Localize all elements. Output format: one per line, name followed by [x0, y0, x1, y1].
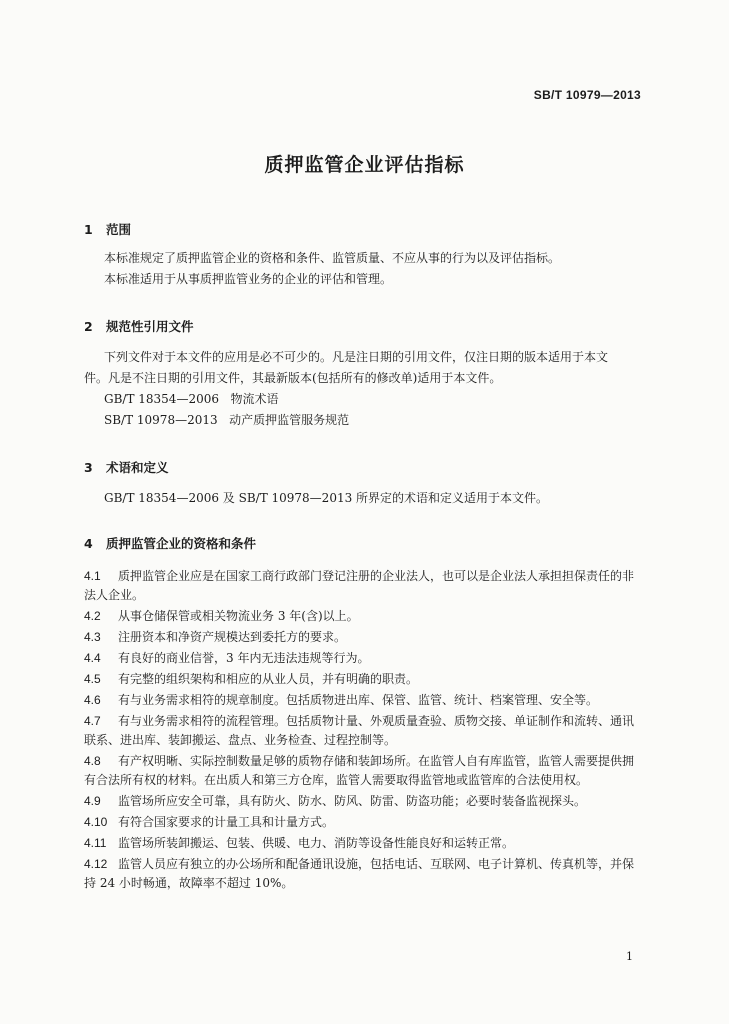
reference-code: SB/T 10978—2013 [104, 413, 218, 427]
clause-text: 监管场所应安全可靠，具有防火、防水、防风、防雷、防盗功能；必要时装备监视探头。 [118, 794, 587, 808]
clause-number: 4.10 [84, 815, 108, 829]
section-heading-1 [84, 220, 131, 238]
document-id: SB/T 10979—2013 [533, 88, 641, 102]
clause [84, 855, 645, 893]
section-heading-3 [84, 458, 169, 476]
page-number: 1 [626, 950, 633, 963]
clause-text: 监管场所装卸搬运、包装、供暖、电力、消防等设备性能良好和运转正常。 [118, 836, 515, 850]
paragraph: 本标准规定了质押监管企业的资格和条件、监管质量、不应从事的行为以及评估指标。 [104, 251, 561, 265]
clause-text: 有产权明晰、实际控制数量足够的质物存储和装卸场所。在监管人自有库监管，监管人需要提供拥有合法所有权的材料。在出质人和第三方仓库，监管人需要取得监管地或监管库的合法使用权。 [84, 754, 635, 787]
clause [84, 628, 645, 647]
reference-item [104, 390, 278, 408]
section-title: 术语和定义 [106, 460, 169, 475]
clause [84, 792, 645, 811]
section-number: 3 [84, 460, 93, 475]
clause-text: 质押监管企业应是在国家工商行政部门登记注册的企业法人，也可以是企业法人承担担保责任的非法人企业。 [84, 569, 635, 602]
section-heading-4 [84, 534, 256, 552]
reference-item [104, 411, 349, 429]
clause-text: 有符合国家要求的计量工具和计量方式。 [118, 815, 335, 829]
clause [84, 813, 645, 832]
clause-number: 4.8 [84, 754, 101, 768]
paragraph: 件。凡是不注日期的引用文件，其最新版本(包括所有的修改单)适用于本文件。 [84, 371, 502, 385]
clause [84, 607, 645, 626]
clause-number: 4.5 [84, 672, 101, 686]
clause [84, 691, 645, 710]
section-number: 4 [84, 536, 93, 551]
clause [84, 834, 645, 853]
clause-number: 4.3 [84, 630, 101, 644]
clause [84, 752, 645, 790]
clause-text: 有与业务需求相符的规章制度。包括质物进出库、保管、监管、统计、档案管理、安全等。 [118, 693, 599, 707]
clause [84, 649, 645, 668]
clause [84, 712, 645, 750]
clause [84, 567, 645, 605]
clause-text: 有完整的组织架构和相应的从业人员，并有明确的职责。 [118, 672, 419, 686]
section-heading-2 [84, 317, 194, 335]
section-title: 范围 [106, 222, 132, 237]
clause-number: 4.2 [84, 609, 101, 623]
paragraph: 本标准适用于从事质押监管业务的企业的评估和管理。 [104, 272, 393, 286]
reference-code: GB/T 18354—2006 [104, 392, 219, 406]
clause-number: 4.1 [84, 569, 101, 583]
clause-text: 从事仓储保管或相关物流业务 3 年(含)以上。 [118, 609, 359, 623]
section-number: 2 [84, 319, 93, 334]
clause-text: 注册资本和净资产规模达到委托方的要求。 [118, 630, 347, 644]
clause-number: 4.11 [84, 836, 107, 850]
clause-number: 4.7 [84, 714, 101, 728]
section-title: 质押监管企业的资格和条件 [106, 536, 257, 551]
section-title: 规范性引用文件 [106, 319, 194, 334]
clause-number: 4.4 [84, 651, 101, 665]
clause-number: 4.9 [84, 794, 101, 808]
clause-text: 有良好的商业信誉，3 年内无违法违规等行为。 [118, 651, 370, 665]
reference-name: 动产质押监管服务规范 [229, 413, 350, 427]
reference-name: 物流术语 [230, 392, 279, 406]
clause-text: 有与业务需求相符的流程管理。包括质物计量、外观质量查验、质物交接、单证制作和流转、通讯联系、进出库、装卸搬运、盘点、业务检查、过程控制等。 [84, 714, 635, 747]
clause-number: 4.6 [84, 693, 101, 707]
paragraph: 下列文件对于本文件的应用是必不可少的。凡是注日期的引用文件，仅注日期的版本适用于本文 [104, 350, 609, 364]
clause [84, 670, 645, 689]
section-number: 1 [84, 222, 93, 237]
clause-number: 4.12 [84, 857, 108, 871]
clause-text: 监管人员应有独立的办公场所和配备通讯设施，包括电话、互联网、电子计算机、传真机等，并保持 24 小时畅通，故障率不超过 10%。 [84, 857, 635, 890]
paragraph: GB/T 18354—2006 及 SB/T 10978—2013 所界定的术语和定义适用于本文件。 [104, 491, 549, 505]
document-title: 质押监管企业评估指标 [264, 154, 465, 176]
